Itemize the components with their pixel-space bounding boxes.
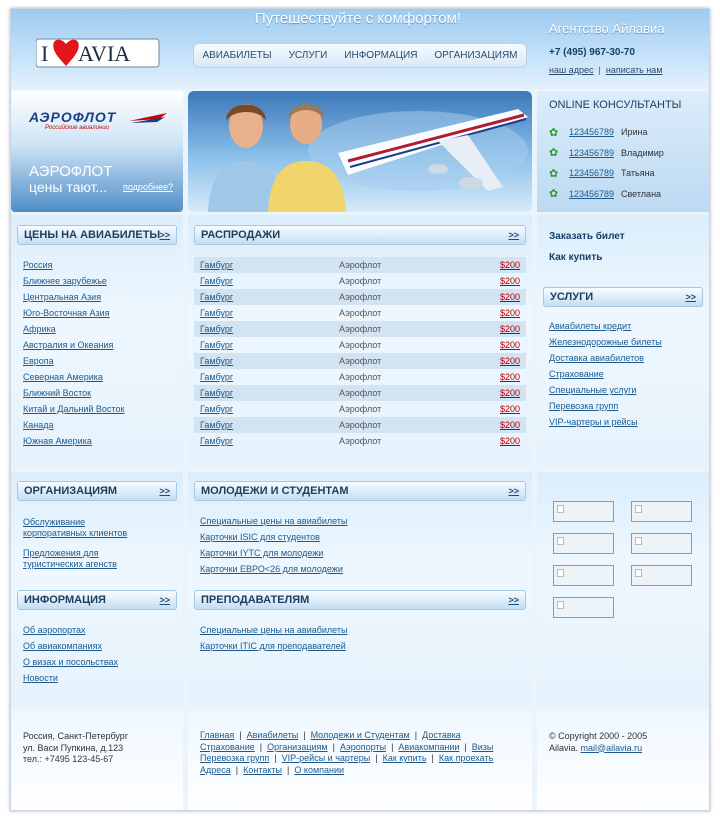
table-row [194,433,526,449]
youth-title: МОЛОДЕЖИ И СТУДЕНТАМ [201,485,349,497]
region-link[interactable]: Центральная Азия [23,292,102,302]
footer-link[interactable]: Контакты [243,764,283,775]
banner-placeholder[interactable] [553,597,614,618]
hero-photo [188,91,532,212]
sale-price-link[interactable]: $200 [499,388,520,398]
consultant-name: Владимир [621,147,664,158]
footer-link[interactable]: Страхование [200,741,255,752]
service-link[interactable]: Страхование [549,369,604,379]
info-header[interactable] [17,590,177,610]
agency-name: Агентство Айлавиа [549,21,665,36]
footer-link[interactable]: Адреса [200,764,231,775]
table-row [194,257,526,273]
sale-airline: Аэрофлот [339,324,382,334]
hero-illustration [188,91,532,212]
consultant-name: Ирина [621,127,648,138]
teachers-more-arrow[interactable]: >> [508,595,519,605]
sale-city-link[interactable]: Гамбург [200,388,234,398]
sale-city-link[interactable]: Гамбург [200,308,234,318]
promo-slogan-1: АЭРОФЛОТ [29,163,113,180]
broken-image-icon [557,569,564,577]
consultants-title: ONLINE КОНСУЛЬТАНТЫ [549,99,682,111]
prices-title: ЦЕНЫ НА АВИАБИЛЕТЫ [24,229,161,241]
service-link[interactable]: Перевозка групп [549,401,619,411]
sale-price-link[interactable]: $200 [499,276,520,286]
sale-price-link[interactable]: $200 [499,260,520,270]
youth-link[interactable]: Карточки ЕВРО<26 для молодежи [200,564,343,574]
company-name: Ailavia. [549,742,579,753]
how-to-buy-link[interactable]: Как купить [549,252,603,263]
sale-airline: Аэрофлот [339,292,382,302]
corporate-clients-link[interactable]: Обслуживание корпоративных клиентов [23,517,128,538]
travel-agencies-link[interactable]: Предложения для туристических агенств [23,548,117,569]
region-link[interactable]: Австралия и Океания [23,340,114,350]
promo-slogan-2: цены тают... [29,179,108,195]
service-link[interactable]: Доставка авиабилетов [549,353,644,363]
region-link[interactable]: Ближнее зарубежье [23,276,107,286]
footer-link[interactable]: Визы [471,741,494,752]
icq-flower-icon: ✿ [549,147,559,160]
sale-price-link[interactable]: $200 [499,340,520,350]
sale-city-link[interactable]: Гамбург [200,404,234,414]
table-row [194,321,526,337]
footer-link[interactable]: Молодежи и Студентам [310,730,410,740]
footer-link[interactable]: О компании [294,764,345,775]
info-title: ИНФОРМАЦИЯ [24,594,106,606]
info-link[interactable]: Новости [23,673,58,683]
broken-image-icon [635,537,642,545]
sales-header[interactable] [194,225,526,245]
footer-link[interactable]: Авиабилеты [246,730,299,740]
region-link[interactable]: Канада [23,420,54,430]
book-ticket-link[interactable]: Заказать билет [549,231,625,242]
teachers-title: ПРЕПОДАВАТЕЛЯМ [201,594,310,606]
footer-link[interactable]: Аэропорты [339,741,387,752]
youth-link[interactable]: Специальные цены на авиабилеты [200,516,348,526]
region-link[interactable]: Ближний Восток [23,388,92,398]
footer-link[interactable]: Перевозка групп [200,753,270,763]
nav-aviatickets[interactable]: АВИАБИЛЕТЫ [202,50,272,61]
teachers-link[interactable]: Карточки ITIC для преподавателей [200,641,346,651]
banner-placeholder[interactable] [631,565,692,586]
consultants-list [549,122,699,204]
info-more-arrow[interactable]: >> [159,595,170,605]
service-link[interactable]: VIP-чартеры и рейсы [549,417,638,427]
banner-placeholder[interactable] [553,533,614,554]
sale-price-link[interactable]: $200 [499,308,520,318]
consultant-icq-link[interactable]: 123456789 [569,188,615,199]
footer-link[interactable]: Как купить [382,753,427,763]
banner-placeholder[interactable] [631,501,692,522]
sale-city-link[interactable]: Гамбург [200,420,234,430]
region-link[interactable]: Китай и Дальний Восток [23,404,125,414]
youth-link[interactable]: Карточки IYTC для молодежи [200,548,324,558]
table-row [194,401,526,417]
sale-city-link[interactable]: Гамбург [200,324,234,334]
table-row [194,385,526,401]
table-row [194,289,526,305]
banner-placeholder[interactable] [553,565,614,586]
address-line: тел.: +7495 123-45-67 [23,754,114,764]
sale-city-link[interactable]: Гамбург [200,436,234,446]
teachers-link[interactable]: Специальные цены на авиабилеты [200,625,348,635]
sale-city-link[interactable]: Гамбург [200,292,234,302]
region-link[interactable]: Северная Америка [23,372,103,382]
footer-link[interactable]: Доставка [422,730,461,740]
prices-list [23,257,173,449]
sale-airline: Аэрофлот [339,404,382,414]
banner-placeholder[interactable] [631,533,692,554]
sales-table [194,257,526,449]
info-list [23,622,173,686]
prices-more-arrow[interactable]: >> [159,230,170,240]
icq-flower-icon: ✿ [549,126,559,139]
youth-header[interactable] [194,481,526,501]
broken-image-icon [635,569,642,577]
address-link[interactable]: наш адрес [549,65,594,75]
broken-image-icon [557,537,564,545]
nav-organizations[interactable]: ОРГАНИЗАЦИЯМ [434,50,518,61]
sale-city-link[interactable]: Гамбург [200,276,234,286]
phone: +7 (495) 967-30-70 [549,47,635,58]
center-column-mid [188,472,532,706]
service-link[interactable]: Специальные услуги [549,385,637,395]
table-row [194,369,526,385]
region-link[interactable]: Южная Америка [23,436,92,446]
aeroflot-wing-icon [129,111,169,125]
youth-more-arrow[interactable]: >> [508,486,519,496]
services-list [549,318,704,430]
prices-header[interactable] [17,225,177,245]
promo-more-link[interactable]: подробнее? [123,182,174,192]
header-links [549,65,663,75]
sale-price-link[interactable]: $200 [499,420,520,430]
footer-link[interactable]: Главная [200,730,235,740]
aeroflot-promo[interactable] [11,91,183,212]
sale-price-link[interactable]: $200 [499,404,520,414]
logo[interactable] [36,30,160,70]
consultants-panel [537,91,709,212]
region-link[interactable]: Африка [23,324,56,334]
footer-link[interactable]: Организациям [267,741,328,752]
consultant-name: Татьяна [621,168,655,179]
icq-flower-icon: ✿ [549,188,559,201]
table-row [194,337,526,353]
consultant-icq-link[interactable]: 123456789 [569,147,615,158]
consultant-item [549,143,699,164]
sale-airline: Аэрофлот [339,420,382,430]
sale-price-link[interactable]: $200 [499,372,520,382]
aeroflot-brand: АЭРОФЛОТ [29,109,117,125]
sale-price-link[interactable]: $200 [499,292,520,302]
separator: | [598,65,601,75]
table-row [194,273,526,289]
consultant-icq-link[interactable]: 123456789 [569,168,615,179]
table-row [194,353,526,369]
aeroflot-brand-sub: Российские авиалинии [45,125,109,131]
logo-letter: I [41,41,49,66]
footer-links: Главная | Авиабилеты | Молодежи и Студентам | Доставка Страхование | Организациям | Аэропорты | Авиакомпании | Визы Перевозка групп | VIP-рейсы и чартеры | Как купить | Как проехать Адреса | Контакты | О компании [200,730,494,775]
write-us-link[interactable]: написать нам [605,65,663,75]
youth-link[interactable]: Карточки ISIC для студентов [200,532,320,542]
sale-city-link[interactable]: Гамбург [200,260,234,270]
address-line: ул. Васи Пупкина, д.123 [23,742,124,753]
service-link[interactable]: Авиабилеты кредит [549,321,632,331]
broken-image-icon [557,505,564,513]
services-header[interactable] [543,287,703,307]
consultant-icq-link[interactable]: 123456789 [569,127,615,138]
email-link[interactable]: mail@ailavia.ru [580,742,643,753]
sale-city-link[interactable]: Гамбург [200,340,234,350]
orgs-header[interactable] [17,481,177,501]
address-line: Россия, Санкт-Петербург [23,731,129,741]
logo-text: AVIA [78,41,131,66]
nav-information[interactable]: ИНФОРМАЦИЯ [344,50,418,61]
teachers-header[interactable] [194,590,526,610]
sale-airline: Аэрофлот [339,276,382,286]
sale-airline: Аэрофлот [339,388,382,398]
youth-list [200,513,520,577]
consultant-item [549,163,699,184]
banner-placeholder[interactable] [553,501,614,522]
info-link[interactable]: Об авиакомпаниях [23,641,102,651]
icq-flower-icon: ✿ [549,167,559,180]
footer-link[interactable]: Авиакомпании [398,741,460,752]
table-row [194,417,526,433]
sale-price-link[interactable]: $200 [499,436,520,446]
copyright-text: © Copyright 2000 - 2005 [549,731,648,741]
region-link[interactable]: Россия [23,260,53,270]
region-link[interactable]: Юго-Восточная Азия [23,308,110,318]
sale-price-link[interactable]: $200 [499,324,520,334]
consultant-item [549,184,699,205]
logo-graphic [36,30,160,70]
footer-link[interactable]: VIP-рейсы и чартеры [281,753,371,763]
teachers-list [200,622,520,654]
table-row [194,305,526,321]
sale-price-link[interactable]: $200 [499,356,520,366]
service-link[interactable]: Железнодорожные билеты [549,337,662,347]
sale-airline: Аэрофлот [339,260,382,270]
sale-airline: Аэрофлот [339,372,382,382]
broken-image-icon [635,505,642,513]
nav-services[interactable]: УСЛУГИ [288,50,328,61]
services-title: УСЛУГИ [550,291,594,303]
info-link[interactable]: О визах и посольствах [23,657,119,667]
info-link[interactable]: Об аэропортах [23,625,86,635]
footer-right [537,710,709,810]
tagline: Путешествуйте с комфортом! [254,10,462,27]
services-more-arrow[interactable]: >> [685,292,696,302]
orgs-more-arrow[interactable]: >> [159,486,170,496]
consultant-item [549,122,699,143]
sales-title: РАСПРОДАЖИ [201,229,281,241]
sales-more-arrow[interactable]: >> [508,230,519,240]
sale-airline: Аэрофлот [339,340,382,350]
orgs-title: ОРГАНИЗАЦИЯМ [24,485,118,497]
footer-link[interactable]: Как проехать [438,753,494,763]
footer-address [23,731,128,766]
sale-city-link[interactable]: Гамбург [200,372,234,382]
sale-airline: Аэрофлот [339,356,382,366]
top-nav [193,43,527,68]
aeroflot-logo [29,109,116,131]
sale-airline: Аэрофлот [339,308,382,318]
footer-copyright [549,731,647,754]
sale-airline: Аэрофлот [339,436,382,446]
sale-city-link[interactable]: Гамбург [200,356,234,366]
region-link[interactable]: Европа [23,356,54,366]
broken-image-icon [557,601,564,609]
consultant-name: Светлана [621,188,662,199]
